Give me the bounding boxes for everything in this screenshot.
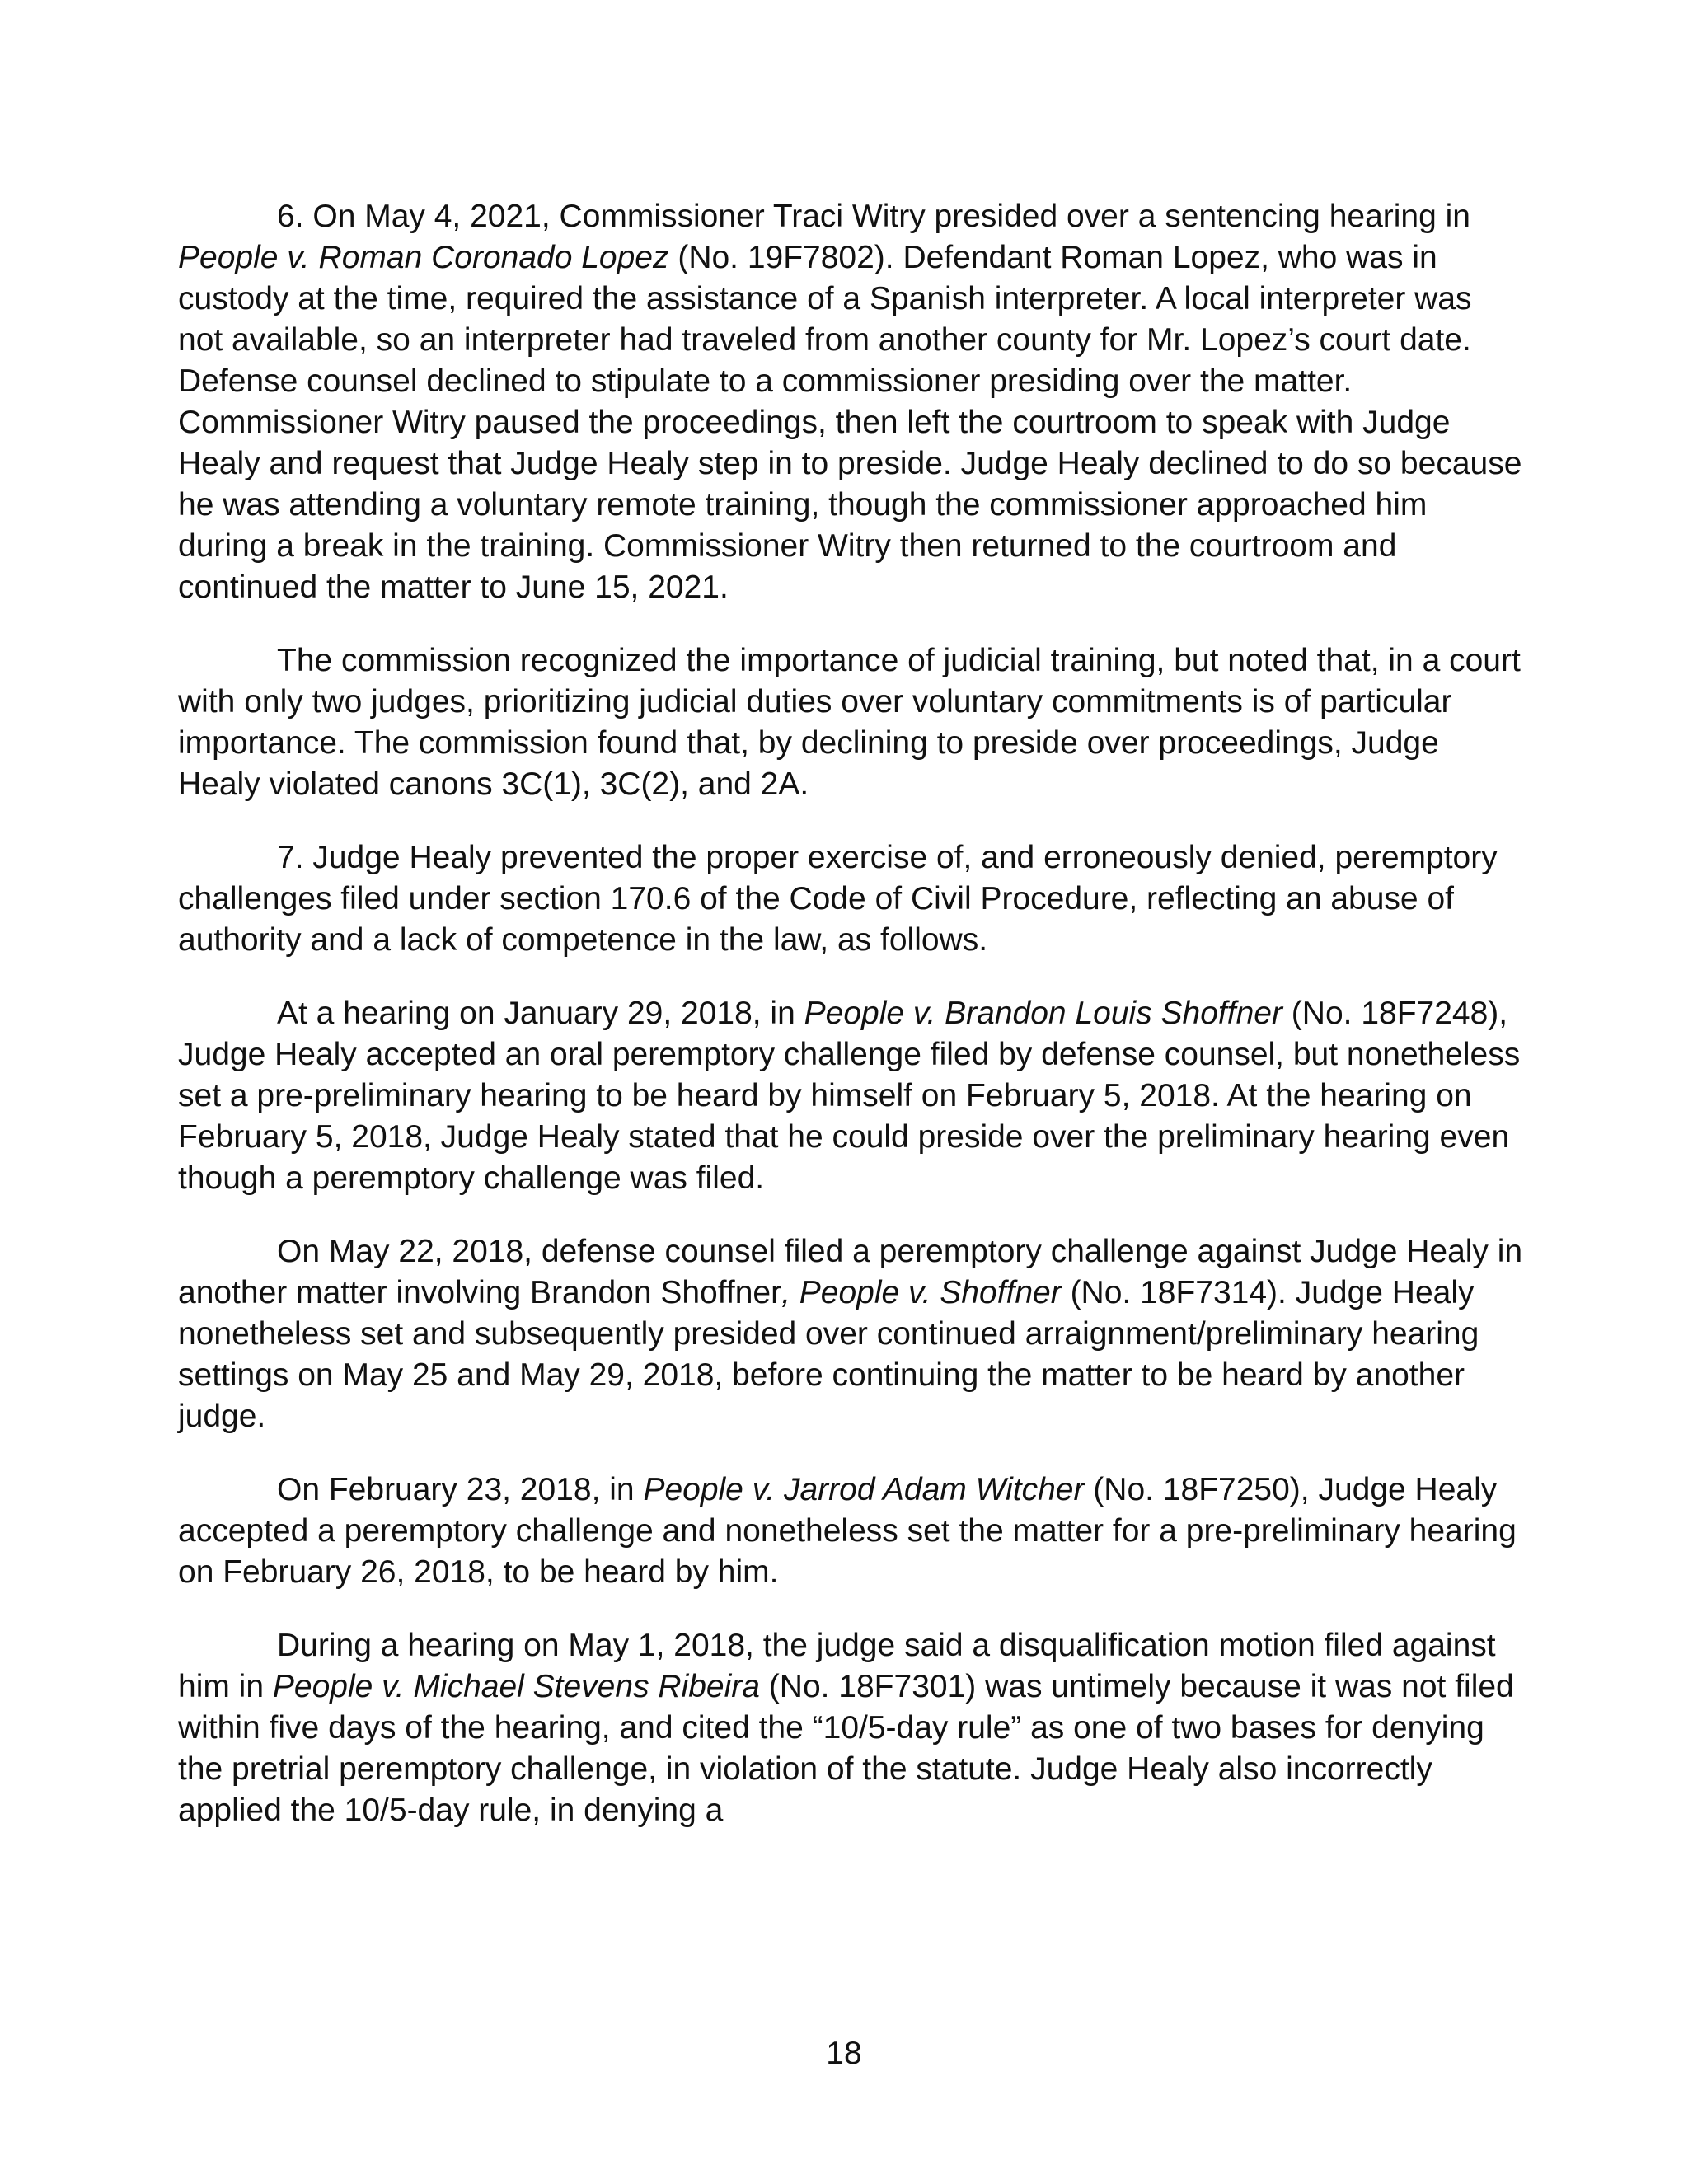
paragraph-shoffner-hearing <box>178 993 1523 1199</box>
paragraph-text: (No. 18F7250), Judge Healy accepted a peremptory challenge and nonetheless set the matter for a pre-preliminary hearing on February 26, 2018, to be heard by him. <box>178 1472 1517 1590</box>
paragraph-text: (No. 18F7301) was untimely because it was not filed within five days of the hearing, and cited the “10/5-day rule” as one of two bases for denying the pretrial peremptory challenge, in violation of the statute. Judge Healy also incorrectly applied the 10/5-day rule, in denying a <box>178 1669 1514 1828</box>
paragraph-text: (No. 19F7802). Defendant Roman Lopez, who was in custody at the time, required the assistance of a Spanish interpreter. A local interpreter was not available, so an interpreter had traveled from another county for Mr. Lopez’s court date. Defense counsel declined to stipulate to a commissioner presiding over the matter. Commissioner Witry paused the proceedings, then left the courtroom to speak with Judge Healy and request that Judge Healy step in to preside. Judge Healy declined to do so because he was attending a voluntary remote training, though the commissioner approached him during a break in the training. Commissioner Witry then returned to the courtroom and continued the matter to June 15, 2021. <box>178 240 1522 605</box>
paragraph-text: On February 23, 2018, in <box>277 1472 644 1507</box>
paragraph-witcher <box>178 1469 1523 1593</box>
paragraph-text: 7. Judge Healy prevented the proper exercise of, and erroneously denied, peremptory challenges filed under section 170.6 of the Code of Civil Procedure, reflecting an abuse of authority and a lack of competence in the law, as follows. <box>178 840 1498 958</box>
case-name-italic: , People v. Shoffner <box>781 1275 1062 1310</box>
paragraph-7-peremptory-challenges <box>178 837 1523 961</box>
case-name-italic: People v. Jarrod Adam Witcher <box>643 1472 1085 1507</box>
paragraph-text: (No. 18F7248), Judge Healy accepted an oral peremptory challenge filed by defense counsel, but nonetheless set a pre-preliminary hearing to be heard by himself on February 5, 2018. At the hearing on February 5, 2018, Judge Healy stated that he could preside over the preliminary hearing even though a peremptory challenge was filed. <box>178 996 1521 1196</box>
paragraph-commission-finding <box>178 640 1523 805</box>
paragraph-6-witry-sentencing <box>178 196 1523 608</box>
case-name-italic: People v. Michael Stevens Ribeira <box>272 1669 760 1704</box>
case-name-italic: People v. Roman Coronado Lopez <box>178 240 669 275</box>
paragraph-text: On May 22, 2018, defense counsel filed a peremptory challenge against Judge Healy in another matter involving Brandon Shoffner <box>178 1234 1523 1310</box>
page-number: 18 <box>826 2036 862 2071</box>
paragraph-ribeira <box>178 1625 1523 1831</box>
paragraph-text: At a hearing on January 29, 2018, in <box>277 996 804 1031</box>
paragraph-text: During a hearing on May 1, 2018, the judge said a disqualification motion filed against him in <box>178 1628 1496 1704</box>
document-body <box>178 196 1523 1863</box>
case-name-italic: People v. Brandon Louis Shoffner <box>804 996 1282 1031</box>
paragraph-text: (No. 18F7314). Judge Healy nonetheless set and subsequently presided over continued arraignment/preliminary hearing settings on May 25 and May 29, 2018, before continuing the matter to be heard by another judge. <box>178 1275 1479 1434</box>
paragraph-text: The commission recognized the importance of judicial training, but noted that, in a court with only two judges, prioritizing judicial duties over voluntary commitments is of particular importance. The commission found that, by declining to preside over proceedings, Judge Healy violated canons 3C(1), 3C(2), and 2A. <box>178 643 1521 802</box>
paragraph-text: 6. On May 4, 2021, Commissioner Traci Witry presided over a sentencing hearing in <box>277 199 1470 234</box>
paragraph-shoffner-second-matter <box>178 1231 1523 1437</box>
